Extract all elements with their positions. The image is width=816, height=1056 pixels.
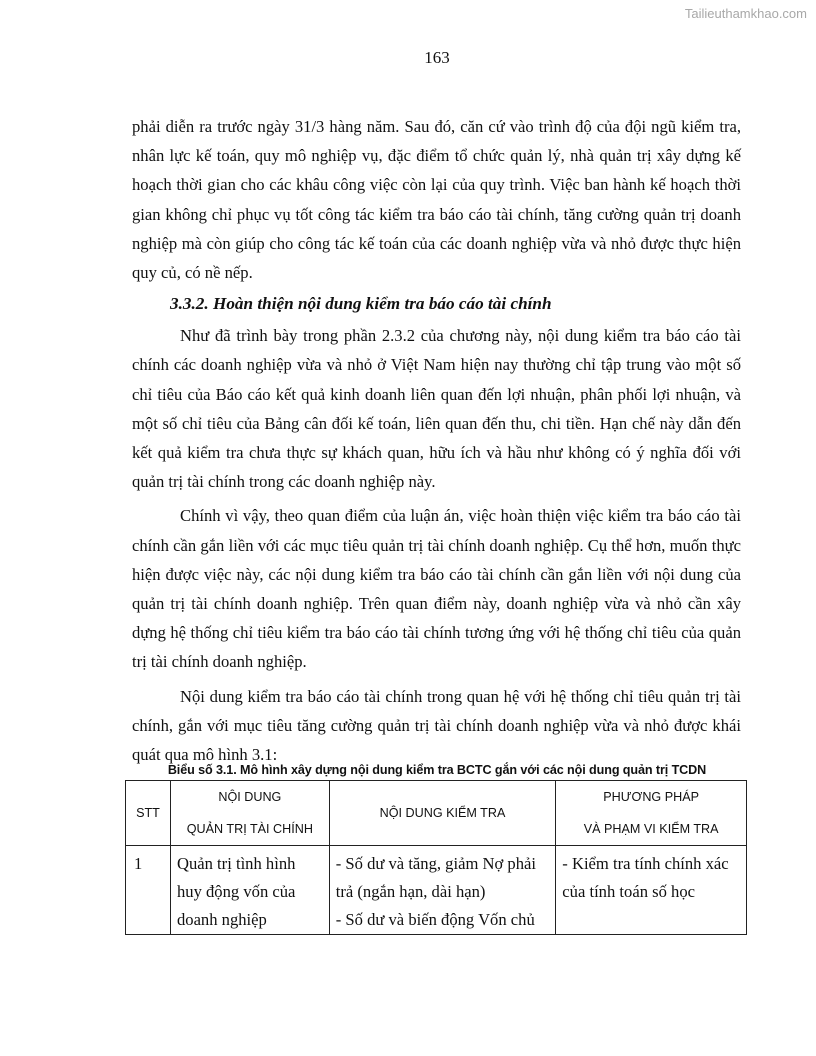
paragraph-1: phải diễn ra trước ngày 31/3 hàng năm. Sau đó, căn cứ vào trình độ của đội ngũ kiểm tra, nhân lực kế toán, quy mô nghiệp vụ, đặc điểm tổ chức quản lý, nhà quản trị xây dựng kế hoạch thời gian cho các khâu công việc còn lại của quy trình. Việc ban hành kế hoạch thời gian không chỉ phục vụ tốt công tác kiểm tra báo cáo tài chính, tăng cường quản trị doanh nghiệp mà còn giúp cho công tác kế toán của các doanh nghiệp vừa và nhỏ được thực hiện quy củ, có nề nếp. [132, 117, 741, 283]
row-content-line1: Quản trị tình hình [176, 854, 296, 873]
header-content [170, 781, 329, 846]
row-check-line2: trả (ngắn hạn, dài hạn) [335, 882, 486, 901]
header-stt: STT [126, 781, 171, 846]
paragraph-2: Như đã trình bày trong phần 2.3.2 của chương này, nội dung kiểm tra báo cáo tài chính các doanh nghiệp vừa và nhỏ ở Việt Nam hiện nay thường chỉ tập trung vào một số chỉ tiêu của Báo cáo kết quả kinh doanh liên quan đến lợi nhuận, phân phối lợi nhuận, và một số chỉ tiêu của Bảng cân đối kế toán, liên quan đến thu, chi tiền. Hạn chế này dẫn đến kết quả kiểm tra chưa thực sự khách quan, hữu ích và hầu như không có ý nghĩa đối với quản trị tài chính trong các doanh nghiệp này. [132, 326, 741, 492]
table-caption: Biểu số 3.1. Mô hình xây dựng nội dung kiểm tra BCTC gắn với các nội dung quản trị TCDN [167, 763, 707, 777]
row-method [556, 846, 747, 935]
table-header-row [126, 781, 747, 846]
section-heading: 3.3.2. Hoàn thiện nội dung kiểm tra báo cáo tài chính [170, 294, 552, 314]
row-content-line3: doanh nghiệp [176, 910, 267, 929]
row-content-line2: huy động vốn của [176, 882, 296, 901]
row-check-line3: - Số dư và biến động Vốn chủ [335, 910, 535, 929]
document-body [132, 112, 741, 769]
table-row [126, 846, 747, 935]
row-check-line1: - Số dư và tăng, giảm Nợ phải [335, 854, 536, 873]
row-method-line1: - Kiểm tra tính chính xác [562, 854, 729, 873]
header-content-line1: NỘI DUNG [218, 790, 282, 804]
page-number: 163 [424, 48, 450, 67]
watermark-text: Tailieuthamkhao.com [684, 6, 807, 21]
header-check-content: NỘI DUNG KIỂM TRA [329, 781, 556, 846]
paragraph-4: Nội dung kiểm tra báo cáo tài chính trong quan hệ với hệ thống chỉ tiêu quản trị tài chính, gắn với mục tiêu tăng cường quản trị tài chính doanh nghiệp vừa và nhỏ được khái quát qua mô hình 3.1: [132, 686, 741, 765]
row-method-line2: của tính toán số học [562, 882, 695, 901]
content-table [125, 780, 747, 935]
paragraph-3: Chính vì vậy, theo quan điểm của luận án, việc hoàn thiện việc kiểm tra báo cáo tài chính cần gắn liền với các mục tiêu quản trị tài chính doanh nghiệp. Cụ thể hơn, muốn thực hiện được việc này, các nội dung kiểm tra báo cáo tài chính cần gắn liền với nội dung của quản trị tài chính doanh nghiệp. Trên quan điểm này, doanh nghiệp vừa và nhỏ cần xây dựng hệ thống chỉ tiêu kiểm tra báo cáo tài chính tương ứng với hệ thống chỉ tiêu của quản trị tài chính doanh nghiệp. [132, 506, 741, 672]
header-method [556, 781, 747, 846]
header-content-line2: QUẢN TRỊ TÀI CHÍNH [186, 822, 313, 836]
row-check [329, 846, 556, 935]
row-content [170, 846, 329, 935]
header-method-line1: PHƯƠNG PHÁP [603, 790, 699, 804]
row-stt: 1 [126, 846, 171, 935]
header-method-line2: VÀ PHẠM VI KIỂM TRA [583, 822, 719, 836]
